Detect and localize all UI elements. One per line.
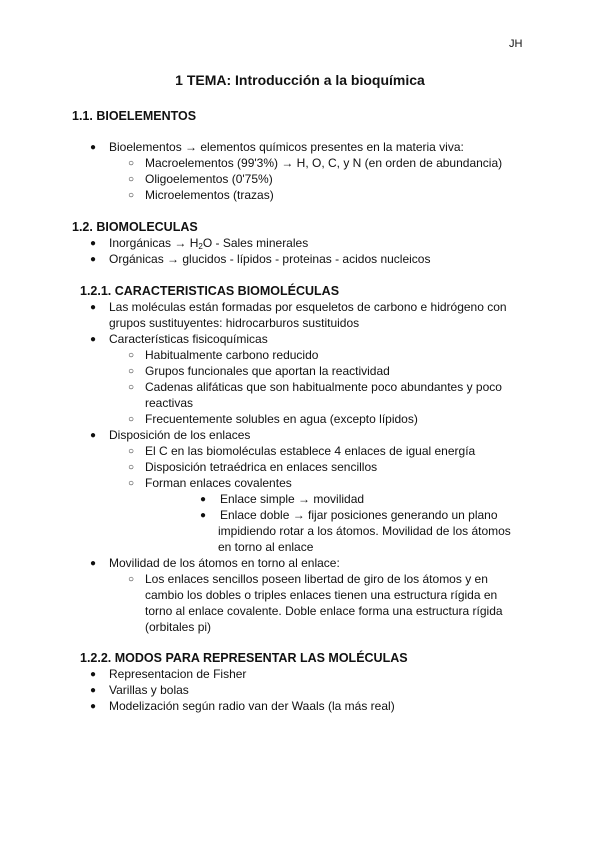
circle-bullet-icon: ○: [128, 382, 135, 393]
list-item-inorganicas: [109, 235, 308, 251]
bullet-icon: ●: [90, 558, 97, 569]
section-heading-biomoleculas: 1.2. BIOMOLECULAS: [72, 220, 198, 234]
circle-bullet-icon: ○: [128, 158, 135, 169]
list-item: Forman enlaces covalentes: [145, 476, 292, 490]
circle-bullet-icon: ○: [128, 414, 135, 425]
list-item-continuation: cambio los dobles o triples enlaces tienen una estructura rígida en: [145, 588, 498, 602]
subscript-two: 2: [198, 242, 203, 251]
list-item-continuation: en torno al enlace: [218, 540, 314, 554]
list-item: Oligoelementos (0'75%): [145, 172, 273, 186]
list-item: Varillas y bolas: [109, 683, 189, 697]
section-heading-caracteristicas: 1.2.1. CARACTERISTICAS BIOMOLÉCULAS: [80, 284, 340, 298]
page-title: 1 TEMA: Introducción a la bioquímica: [175, 72, 425, 88]
list-item: Bioelementos → elementos químicos presentes en la materia viva:: [109, 140, 464, 154]
list-item: Habitualmente carbono reducido: [145, 348, 319, 362]
list-item-continuation: grupos sustituyentes: hidrocarburos sustituidos: [109, 316, 360, 330]
list-item: Disposición tetraédrica en enlaces sencillos: [145, 460, 378, 474]
bullet-icon: ●: [200, 494, 207, 505]
bullet-icon: ●: [90, 685, 97, 696]
circle-bullet-icon: ○: [128, 366, 135, 377]
circle-bullet-icon: ○: [128, 190, 135, 201]
list-item: Disposición de los enlaces: [109, 428, 251, 442]
bullet-icon: ●: [90, 669, 97, 680]
bullet-icon: ●: [90, 142, 97, 153]
list-item-continuation: impidiendo rotar a los átomos. Movilidad de los átomos: [218, 524, 511, 538]
list-item: Modelización según radio van der Waals (la más real): [109, 699, 395, 713]
list-item: Movilidad de los átomos en torno al enlace:: [109, 556, 340, 570]
list-item: Enlace doble → fijar posiciones generando un plano: [220, 508, 498, 522]
list-item: Frecuentemente solubles en agua (excepto lípidos): [145, 412, 418, 426]
list-item: Enlace simple → movilidad: [220, 492, 365, 506]
list-item: Los enlaces sencillos poseen libertad de giro de los átomos y en: [145, 572, 488, 586]
author-initials: JH: [509, 38, 523, 50]
bullet-icon: ●: [90, 302, 97, 313]
list-item-continuation: (orbitales pi): [145, 620, 212, 634]
list-item: Grupos funcionales que aportan la reactividad: [145, 364, 390, 378]
section-heading-modos: 1.2.2. MODOS PARA REPRESENTAR LAS MOLÉCULAS: [80, 651, 408, 665]
list-item: Características fisicoquímicas: [109, 332, 268, 346]
circle-bullet-icon: ○: [128, 478, 135, 489]
circle-bullet-icon: ○: [128, 574, 135, 585]
list-item: Macroelementos (99'3%) → H, O, C, y N (en orden de abundancia): [145, 156, 503, 170]
list-item: Las moléculas están formadas por esqueletos de carbono e hidrógeno con: [109, 300, 507, 314]
bullet-icon: ●: [90, 430, 97, 441]
list-item-continuation: torno al enlace covalente. Doble enlace forma una estructura rígida: [145, 604, 503, 618]
circle-bullet-icon: ○: [128, 446, 135, 457]
section-heading-bioelementos: 1.1. BIOELEMENTOS: [72, 109, 197, 123]
inorganicas-text: Inorgánicas → H: [109, 236, 199, 250]
circle-bullet-icon: ○: [128, 350, 135, 361]
bullet-icon: ●: [90, 334, 97, 345]
bullet-icon: ●: [90, 254, 97, 265]
list-item: Cadenas alifáticas que son habitualmente poco abundantes y poco: [145, 380, 502, 394]
bullet-icon: ●: [90, 701, 97, 712]
circle-bullet-icon: ○: [128, 174, 135, 185]
list-item-continuation: reactivas: [145, 396, 194, 410]
bullet-icon: ●: [90, 238, 97, 249]
list-item: Representacion de Fisher: [109, 667, 247, 681]
circle-bullet-icon: ○: [128, 462, 135, 473]
list-item: Orgánicas → glucidos - lípidos - proteinas - acidos nucleicos: [109, 252, 431, 266]
inorganicas-text-rest: O - Sales minerales: [202, 236, 309, 250]
list-item: Microelementos (trazas): [145, 188, 274, 202]
list-item: El C en las biomoléculas establece 4 enlaces de igual energía: [145, 444, 476, 458]
bullet-icon: ●: [200, 510, 207, 521]
